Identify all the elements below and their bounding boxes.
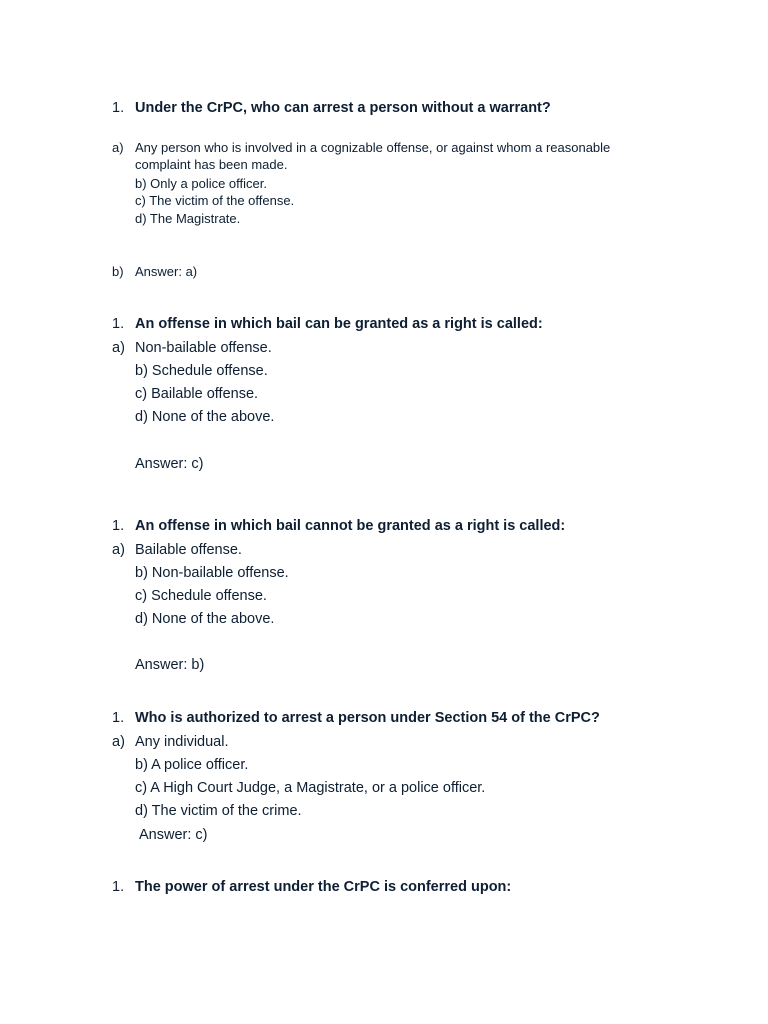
- option-text: c) The victim of the offense.: [135, 193, 295, 208]
- option-text: Any individual.: [135, 734, 229, 750]
- question-number: 1.: [112, 100, 125, 116]
- question-text: Under the CrPC, who can arrest a person without a warrant?: [135, 100, 551, 116]
- option-text: c) Bailable offense.: [135, 386, 259, 402]
- question-text: Who is authorized to arrest a person under Section 54 of the CrPC?: [135, 710, 600, 726]
- option-text: c) Schedule offense.: [135, 588, 267, 604]
- option-text: complaint has been made.: [135, 157, 288, 172]
- option-marker: a): [112, 542, 125, 558]
- question-number: 1.: [112, 518, 125, 534]
- option-text: d) None of the above.: [135, 409, 275, 425]
- option-marker: a): [112, 340, 125, 356]
- option-text: Non-bailable offense.: [135, 340, 272, 356]
- option-text: Any person who is involved in a cognizable offense, or against whom a reasonable: [135, 140, 611, 155]
- answer-marker: b): [112, 264, 124, 279]
- option-text: Bailable offense.: [135, 542, 242, 558]
- question-number: 1.: [112, 710, 125, 726]
- question-text: The power of arrest under the CrPC is conferred upon:: [135, 879, 512, 895]
- option-text: b) Only a police officer.: [135, 176, 267, 191]
- option-text: d) The victim of the crime.: [135, 803, 302, 819]
- option-text: c) A High Court Judge, a Magistrate, or a police officer.: [135, 780, 486, 796]
- answer-text: Answer: c): [139, 827, 208, 843]
- question-text: An offense in which bail cannot be granted as a right is called:: [135, 518, 566, 534]
- option-text: d) None of the above.: [135, 611, 275, 627]
- answer-text: Answer: a): [135, 264, 198, 279]
- option-marker: a): [112, 734, 125, 750]
- option-text: b) Non-bailable offense.: [135, 565, 289, 581]
- option-marker: a): [112, 140, 124, 155]
- question-number: 1.: [112, 316, 125, 332]
- question-text: An offense in which bail can be granted as a right is called:: [135, 316, 543, 332]
- question-number: 1.: [112, 879, 125, 895]
- answer-text: Answer: b): [135, 657, 205, 673]
- option-text: d) The Magistrate.: [135, 211, 241, 226]
- answer-text: Answer: c): [135, 456, 204, 472]
- option-text: b) Schedule offense.: [135, 363, 268, 379]
- option-text: b) A police officer.: [135, 757, 249, 773]
